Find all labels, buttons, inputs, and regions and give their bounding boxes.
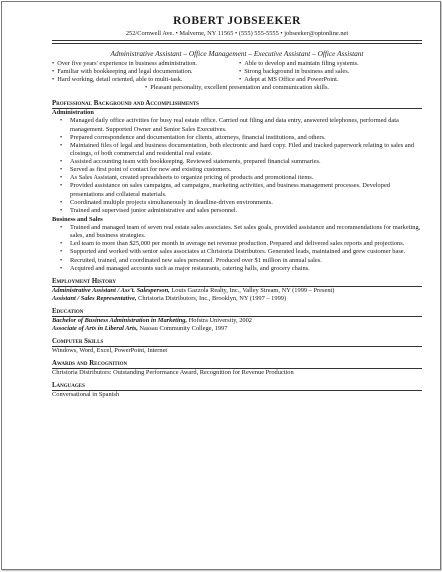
job-detail: Louis Gazzola Realty, Inc., Valley Stream, NY (1999 – Present) <box>169 286 335 294</box>
resume-page <box>1 1 441 570</box>
education-entry <box>52 325 422 333</box>
list-item: • Prepared correspondence and documentation for clients, attorneys, financial institutions, and others. <box>70 134 422 142</box>
list-item: • As Sales Assistant, created spreadsheets to organize pricing of products and promotional items. <box>70 174 422 182</box>
computer-skills-text: Windows, Word, Excel, PowerPoint, Internet <box>52 346 168 354</box>
skill-item-center: • Pleasant personality, excellent presentation and communication skills. <box>52 84 422 92</box>
administration-list <box>52 117 422 215</box>
employment-entry <box>52 295 422 303</box>
section-heading-employment: Employment History <box>52 278 422 287</box>
skill-item: • Able to develop and maintain filing systems. <box>239 60 359 68</box>
key-skills <box>52 60 422 84</box>
job-detail: Christoria Distributors, Inc., Brooklyn, NY (1997 – 1999) <box>136 294 287 302</box>
list-item: • Provided assistance on sales campaigns, ad campaigns, marketing activities, and business management processes. Developed presentations and collateral materials. <box>70 182 422 198</box>
school: Hofstra University, 2002 <box>187 316 252 324</box>
list-item: • Assisted accounting team with bookkeeping. Reviewed statements, prepared financial summaries. <box>70 158 422 166</box>
employment-entry <box>52 287 422 295</box>
job-title: Administrative Assistant / Ass't. Salesperson, <box>52 286 170 294</box>
skill-item: • Adept at MS Office and PowerPoint. <box>239 76 359 84</box>
contact-line: 252/Cornwell Ave. • Malverne, NY 11565 • (555) 555-5555 • jobseeker@optonline.net <box>125 29 349 37</box>
section-heading-education: Education <box>52 308 422 317</box>
section-heading-professional: Professional Background and Accomplishments <box>52 100 422 109</box>
school: Nassau Community College, 1997 <box>137 324 228 332</box>
list-item: • Trained and managed team of seven real estate sales associates. Set sales goals, provided assistance and recommendations for marketing, sales, and business strategies. <box>70 224 422 240</box>
header-divider <box>52 40 422 44</box>
degree: Bachelor of Business Administration in Marketing, <box>52 316 188 324</box>
skill-item: • Hard working, detail oriented, able to multi-task. <box>52 76 239 84</box>
education-entry <box>52 317 422 325</box>
list-item: • Supported and worked with senior sales associates at Christoria Distributors. Generated leads, maintained and grew customer base. <box>70 248 422 256</box>
languages-text: Conversational in Spanish <box>52 390 120 398</box>
list-item: • Trained and supervised junior administrative and sales personnel. <box>70 207 422 215</box>
skill-item: • Familiar with bookkeeping and legal documentation. <box>52 68 239 76</box>
list-item: • Maintained files of legal and business documentation, both electronic and hard copy. Filed and tracked paperwork relating to sales and closings, of both commercial and residential real estate. <box>70 142 422 158</box>
awards-text: Christoria Distributors: Outstanding Performance Award, Recognition for Revenue Production <box>52 368 294 376</box>
list-item: • Acquired and managed accounts such as major restaurants, catering halls, and grocery chains. <box>70 265 422 273</box>
skill-item: • Strong background in business and sales. <box>239 68 359 76</box>
section-heading-languages: Languages <box>52 382 422 391</box>
list-item: • Managed daily office activities for busy real estate office. Carried out filing and data entry, answered telephones, performed data management. Supported Owner and Senior Sales Executives. <box>70 117 422 133</box>
skill-item: • Over five years' experience in business administration. <box>52 60 239 68</box>
list-item: • Coordinated multiple projects simultaneously in deadline-driven environments. <box>70 199 422 207</box>
candidate-name: ROBERT JOBSEEKER <box>173 15 301 27</box>
list-item: • Recruited, trained, and coordinated new sales personnel. Produced over $1 million in annual sales. <box>70 257 422 265</box>
job-title: Assistant / Sales Representative, <box>52 294 137 302</box>
list-item: • Led team to more than $25,000 per month in average net revenue production. Prepared and delivered sales reports and projections. <box>70 240 422 248</box>
subheading-administration: Administration <box>52 109 94 117</box>
business-sales-list <box>52 224 422 273</box>
degree: Associate of Arts in Liberal Arts, <box>52 324 138 332</box>
subheading-business-sales: Business and Sales <box>52 215 103 223</box>
target-positions: Administrative Assistant – Office Management – Executive Assistant – Office Assistant <box>110 48 364 58</box>
key-skills-right <box>239 60 359 84</box>
list-item: • Served as first point of contact for new and existing customers. <box>70 166 422 174</box>
section-heading-computer: Computer Skills <box>52 338 422 347</box>
section-heading-awards: Awards and Recognition <box>52 360 422 369</box>
key-skills-left <box>52 60 239 84</box>
